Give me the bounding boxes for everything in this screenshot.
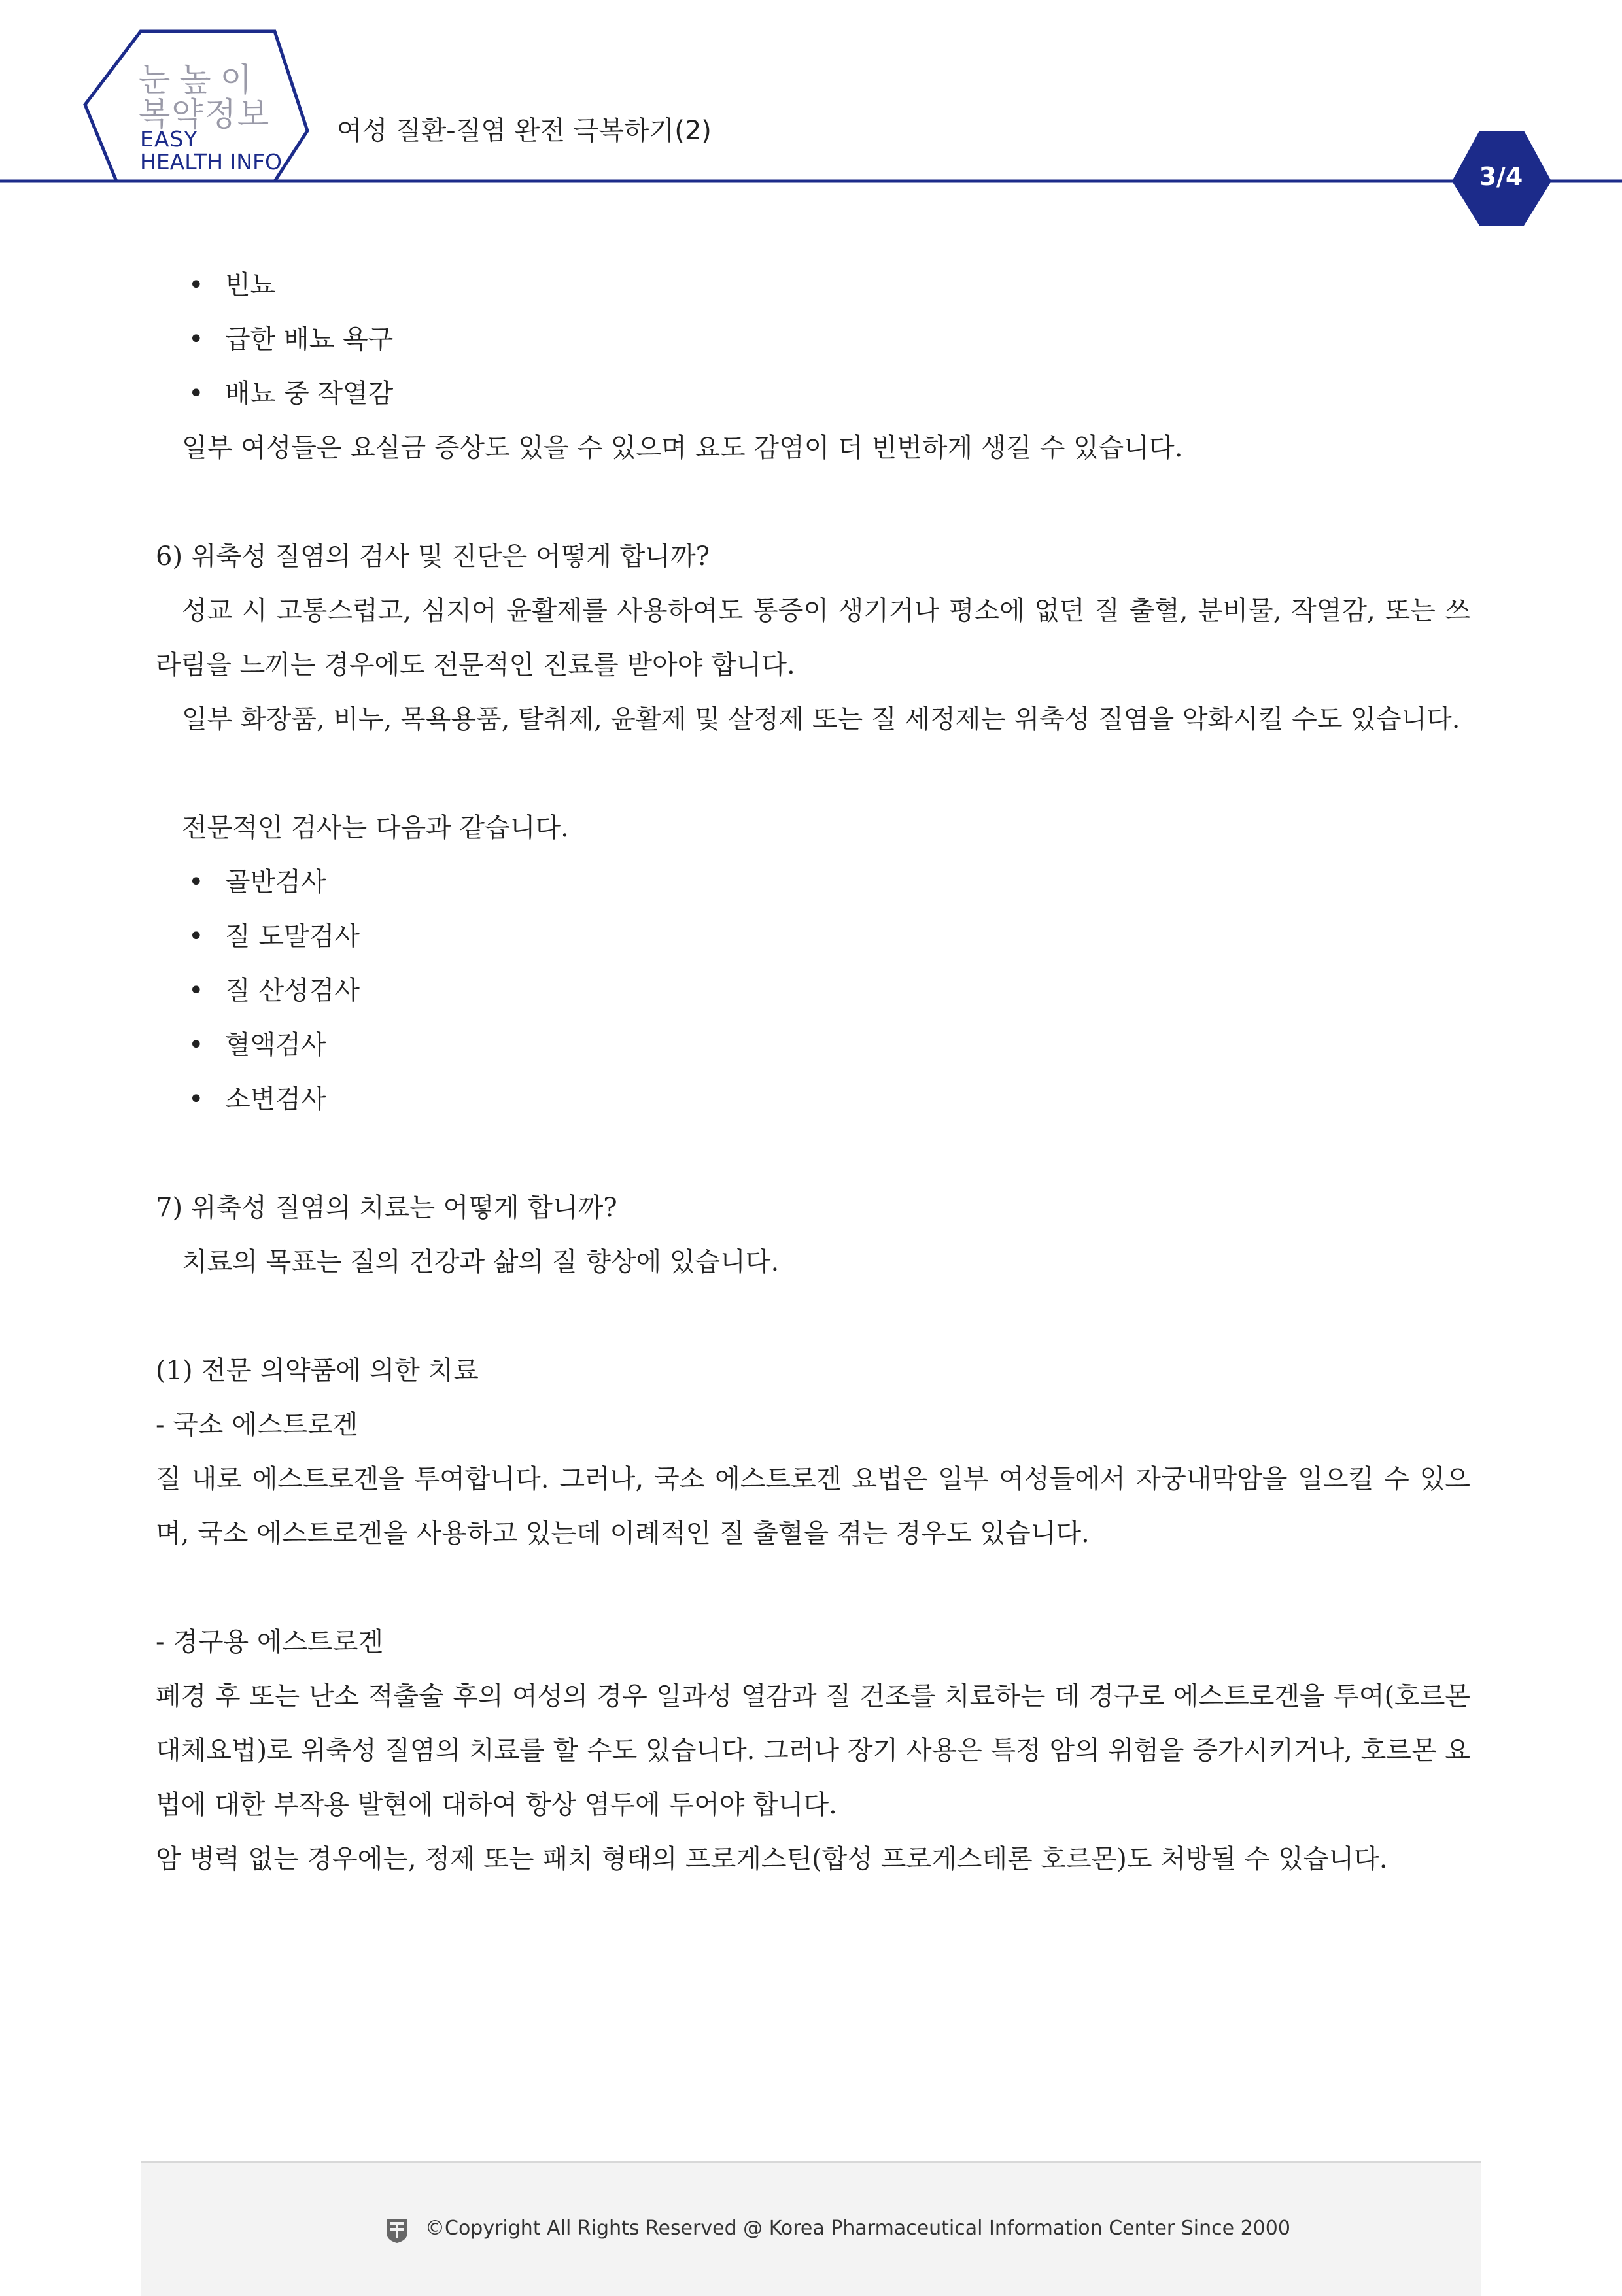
bullet-text: 혈액검사 (225, 1030, 326, 1060)
list-item: • 질 도말검사 (188, 921, 360, 951)
section-heading-q6: 6) 위축성 질염의 검사 및 진단은 어떻게 합니까? (156, 541, 710, 572)
page-footer (141, 2161, 1481, 2296)
bullet-text: 골반검사 (225, 867, 326, 897)
bullet-text: 질 도말검사 (225, 921, 360, 951)
logo-korean-line2: 복약정보 (139, 95, 271, 133)
emblem-icon (384, 2217, 410, 2244)
page-header (0, 0, 1622, 226)
heading-oral-estrogen: - 경구용 에스트로겐 (156, 1627, 384, 1657)
bullet-text: 빈뇨 (225, 270, 276, 300)
paragraph-progestin: 암 병력 없는 경우에는, 정제 또는 패치 형태의 프로게스틴(합성 프로게스테론 호르몬)도 처방될 수 있습니다. (156, 1844, 1388, 1874)
paragraph-q6-1: 성교 시 고통스럽고, 심지어 윤활제를 사용하여도 통증이 생기거나 평소에 없던 질 출혈, 분비물, 작열감, 또는 쓰라림을 느끼는 경우에도 전문적인 진료를 받아야 합니다. (156, 596, 1470, 680)
paragraph-oral-estrogen: 폐경 후 또는 난소 적출술 후의 여성의 경우 일과성 열감과 질 건조를 치료하는 데 경구로 에스트로겐을 투여(호르몬 대체요법)로 위축성 질염의 치료를 할 수도 있습니다. 그러나 장기 사용은 특정 암의 위험을 증가시키거나, 호르몬 요법에 대한 부작용 발현에 대하여 항상 염두에 두어야 합니다. (156, 1681, 1470, 1820)
list-item: • 혈액검사 (188, 1030, 326, 1060)
logo-english-line1: EASY (140, 126, 198, 152)
bullet-text: 급한 배뇨 욕구 (225, 324, 394, 354)
document-body (156, 258, 1470, 1887)
list-item: • 소변검사 (188, 1084, 326, 1114)
bullet-text: 배뇨 중 작열감 (225, 379, 394, 409)
bullet-text: 질 산성검사 (225, 976, 360, 1006)
heading-local-estrogen: - 국소 에스트로겐 (156, 1410, 358, 1440)
paragraph-local-estrogen: 질 내로 에스트로겐을 투여합니다. 그러나, 국소 에스트로겐 요법은 일부 여성들에서 자궁내막암을 일으킬 수 있으며, 국소 에스트로겐을 사용하고 있는데 이례적인 질 출혈을 겪는 경우도 있습니다. (156, 1464, 1470, 1549)
exam-intro: 전문적인 검사는 다음과 같습니다. (182, 813, 569, 843)
list-item: • 골반검사 (188, 867, 326, 897)
list-item: • 질 산성검사 (188, 976, 360, 1006)
paragraph-incontinence: 일부 여성들은 요실금 증상도 있을 수 있으며 요도 감염이 더 빈번하게 생길 수 있습니다. (182, 433, 1183, 463)
logo-korean-line1: 눈높이 (139, 61, 261, 99)
paragraph-q7: 치료의 목표는 질의 건강과 삶의 질 향상에 있습니다. (182, 1247, 780, 1277)
document-title: 여성 질환-질염 완전 극복하기(2) (337, 116, 712, 146)
list-item: • 급한 배뇨 욕구 (188, 324, 394, 354)
list-item: • 빈뇨 (188, 270, 276, 300)
bullet-text: 소변검사 (225, 1084, 326, 1114)
paragraph-q6-2: 일부 화장품, 비누, 목욕용품, 탈취제, 윤활제 및 살정제 또는 질 세정제는 위축성 질염을 악화시킬 수도 있습니다. (182, 704, 1460, 734)
section-heading-q7: 7) 위축성 질염의 치료는 어떻게 합니까? (156, 1193, 617, 1223)
page-number: 3/4 (1479, 162, 1523, 191)
subsection-heading-treatment: (1) 전문 의약품에 의한 치료 (156, 1356, 479, 1386)
list-item: • 배뇨 중 작열감 (188, 379, 394, 409)
copyright-text: ©Copyright All Rights Reserved @ Korea Pharmaceutical Information Center Since 2000 (425, 2217, 1290, 2240)
logo-english-line2: HEALTH INFO (140, 149, 282, 175)
